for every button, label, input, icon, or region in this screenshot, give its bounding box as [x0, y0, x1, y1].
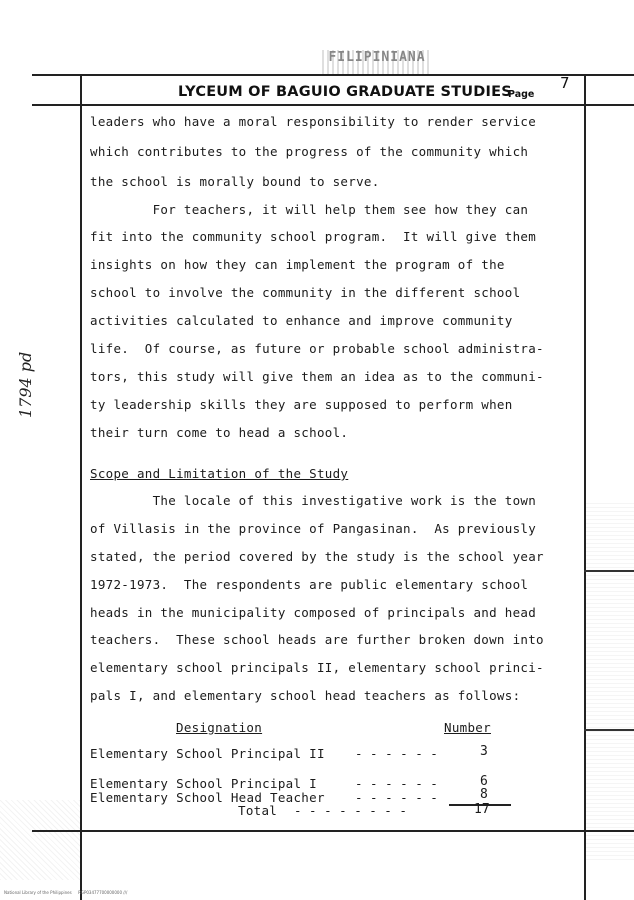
table-row-label: Elementary School Principal II: [90, 746, 325, 761]
body-line: For teachers, it will help them see how they can: [90, 202, 529, 217]
handwritten-margin-note: 1794 pd: [16, 351, 35, 418]
table-row-leader: - - - - - -: [355, 790, 438, 805]
table-row-number: 8: [480, 787, 488, 802]
right-margin-tick: [584, 729, 634, 731]
header-bottom-rule: [32, 104, 634, 106]
body-line: activities calculated to enhance and improve community: [90, 313, 513, 328]
left-margin-rule: [80, 74, 82, 900]
table-total-label: Total: [238, 803, 278, 818]
page-label: Page: [508, 89, 535, 100]
table-header-number: Number: [444, 720, 491, 735]
body-line: their turn come to head a school.: [90, 425, 349, 440]
section-heading: Scope and Limitation of the Study: [90, 466, 349, 481]
table-row-label: Elementary School Head Teacher: [90, 790, 325, 805]
body-line: tors, this study will give them an idea as to the communi-: [90, 369, 544, 384]
body-line: life. Of course, as future or probable school administra-: [90, 341, 544, 356]
section-line: heads in the municipality composed of principals and head: [90, 605, 537, 620]
right-margin-rule: [584, 74, 586, 900]
body-line: ty leadership skills they are supposed to perform when: [90, 397, 513, 412]
section-line: pals I, and elementary school head teachers as follows:: [90, 688, 521, 703]
header-top-rule: [32, 74, 634, 76]
table-row-leader: - - - - - -: [355, 776, 438, 791]
scan-noise-bottom-left: [0, 800, 80, 880]
table-row-number: 3: [480, 744, 488, 759]
page-number: 7: [560, 74, 570, 92]
section-line: stated, the period covered by the study is the school year: [90, 549, 544, 564]
table-header-designation: Designation: [176, 720, 263, 735]
body-line: insights on how they can implement the program of the: [90, 257, 505, 272]
table-row-leader: - - - - - -: [355, 746, 438, 761]
section-line: teachers. These school heads are further broken down into: [90, 632, 544, 647]
section-line: The locale of this investigative work is the town: [90, 493, 537, 508]
filipiniana-stamp: FILIPINIANA: [322, 50, 432, 76]
table-row-number: 6: [480, 774, 488, 789]
body-line: leaders who have a moral responsibility to render service: [90, 114, 537, 129]
right-margin-tick: [584, 570, 634, 572]
section-line: 1972-1973. The respondents are public elementary school: [90, 577, 529, 592]
body-line: school to involve the community in the different school: [90, 285, 521, 300]
scan-noise: [586, 500, 634, 860]
table-total-number: 17: [474, 802, 490, 817]
table-total-leader: - - - - - - - -: [294, 803, 407, 818]
body-line: which contributes to the progress of the community which: [90, 144, 529, 159]
archive-footer: National Library of the Philippines RGP03477700000000 ///: [4, 890, 128, 895]
body-line: the school is morally bound to serve.: [90, 174, 380, 189]
section-line: elementary school principals II, elementary school princi-: [90, 660, 544, 675]
body-line: fit into the community school program. It will give them: [90, 229, 537, 244]
table-row-label: Elementary School Principal I: [90, 776, 317, 791]
footer-rule: [32, 830, 634, 832]
page-title: LYCEUM OF BAGUIO GRADUATE STUDIES: [178, 84, 512, 100]
section-line: of Villasis in the province of Pangasinan. As previously: [90, 521, 537, 536]
